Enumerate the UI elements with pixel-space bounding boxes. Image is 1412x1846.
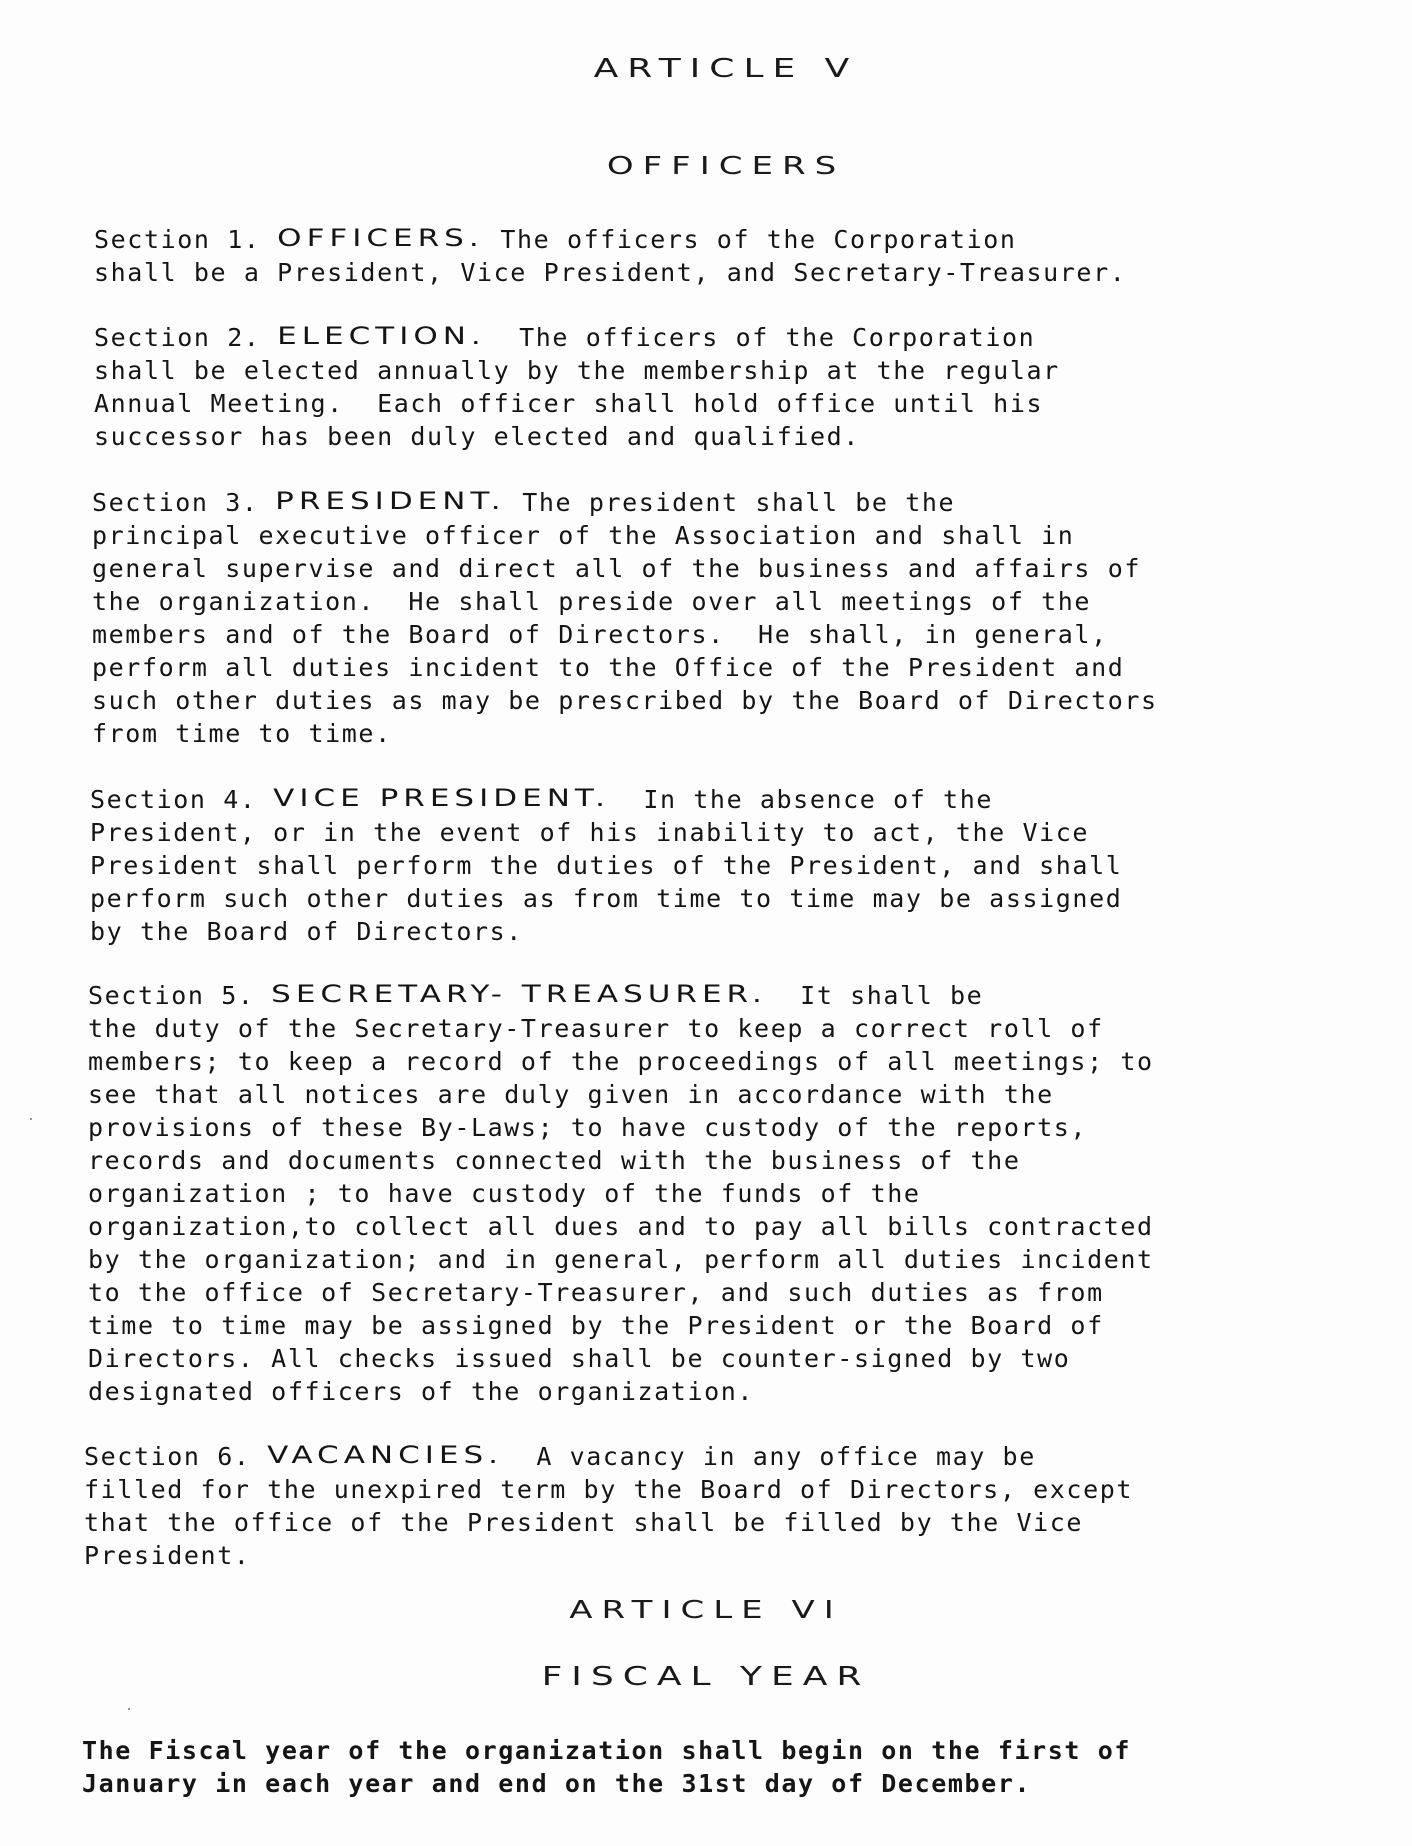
- section-5-line-9: by the organization; and in general, perform all duties incident: [88, 1245, 1154, 1274]
- section-3: [92, 485, 1158, 750]
- section-6-prefix: Section 6.: [84, 1442, 268, 1471]
- section-3-line-3: general supervise and direct all of the business and affairs of: [92, 554, 1142, 583]
- section-3-line-2: principal executive officer of the Association and shall in: [92, 521, 1075, 550]
- section-6-title: VACANCIES.: [267, 1441, 504, 1470]
- section-2-prefix: Section 2.: [94, 323, 278, 352]
- section-5-line-4: see that all notices are duly given in accordance with the: [88, 1080, 1054, 1109]
- section-3-line-8: from time to time.: [92, 719, 392, 748]
- section-6: [84, 1439, 1133, 1572]
- section-3-line-4: the organization. He shall preside over all meetings of the: [92, 587, 1092, 616]
- section-5-line-6: records and documents connected with the business of the: [88, 1146, 1021, 1175]
- section-5-line-10: to the office of Secretary-Treasurer, and such duties as from: [88, 1278, 1104, 1307]
- article-v-heading: ARTICLE V: [593, 53, 859, 84]
- section-3-line-1: The president shall be the: [505, 488, 956, 517]
- section-1-title: OFFICERS.: [277, 224, 484, 253]
- section-4: [90, 782, 1122, 948]
- article-vi-heading: ARTICLE VI: [569, 1595, 843, 1625]
- section-5-line-11: time to time may be assigned by the President or the Board of: [88, 1311, 1104, 1340]
- section-1-prefix: Section 1.: [94, 225, 278, 254]
- section-4-line-2: President, or in the event of his inability to act, the Vice: [90, 818, 1090, 847]
- officers-heading: OFFICERS: [606, 151, 846, 181]
- section-3-line-5: members and of the Board of Directors. He shall, in general,: [92, 620, 1108, 649]
- section-3-title: PRESIDENT.: [275, 487, 506, 516]
- section-4-line-5: by the Board of Directors.: [90, 917, 523, 946]
- section-6-line-3: that the office of the President shall be filled by the Vice: [84, 1508, 1084, 1537]
- section-4-title: VICE PRESIDENT.: [273, 784, 611, 813]
- section-5-line-5: provisions of these By-Laws; to have custody of the reports,: [88, 1113, 1088, 1142]
- section-2: [94, 320, 1060, 453]
- fiscal-year-heading: FISCAL YEAR: [541, 1661, 871, 1692]
- section-5-line-2: the duty of the Secretary-Treasurer to keep a correct roll of: [88, 1014, 1104, 1043]
- scan-speck: [128, 1708, 130, 1710]
- section-5-line-7: organization ; to have custody of the funds of the: [88, 1179, 921, 1208]
- section-2-line-1: The officers of the Corporation: [485, 323, 1036, 352]
- section-2-line-3: Annual Meeting. Each officer shall hold office until his: [94, 389, 1044, 418]
- section-4-line-1: In the absence of the: [610, 785, 993, 814]
- section-4-prefix: Section 4.: [90, 785, 274, 814]
- section-6-line-4: President.: [84, 1541, 251, 1570]
- section-5-title: SECRETARY- TREASURER.: [271, 980, 767, 1009]
- section-5-prefix: Section 5.: [88, 981, 272, 1010]
- section-1-line-1: The officers of the Corporation: [483, 225, 1017, 254]
- section-5-line-13: designated officers of the organization.: [88, 1377, 755, 1406]
- section-4-line-3: President shall perform the duties of the President, and shall: [90, 851, 1123, 880]
- section-5-line-3: members; to keep a record of the proceedings of all meetings; to: [88, 1047, 1154, 1076]
- section-2-line-4: successor has been duly elected and qualified.: [94, 422, 860, 451]
- section-6-line-1: A vacancy in any office may be: [503, 1442, 1036, 1471]
- fiscal-year-text: [82, 1734, 1131, 1800]
- section-5: [88, 978, 1154, 1408]
- section-3-line-7: such other duties as may be prescribed by the Board of Directors: [92, 686, 1158, 715]
- section-5-line-12: Directors. All checks issued shall be counter-signed by two: [88, 1344, 1071, 1373]
- section-3-line-6: perform all duties incident to the Office of the President and: [92, 653, 1125, 682]
- section-4-line-4: perform such other duties as from time to time may be assigned: [90, 884, 1123, 913]
- section-6-line-2: filled for the unexpired term by the Board of Directors, except: [84, 1475, 1134, 1504]
- section-5-line-1: It shall be: [766, 981, 984, 1010]
- section-1: [94, 222, 1126, 289]
- section-1-line-2: shall be a President, Vice President, and Secretary-Treasurer.: [94, 258, 1127, 287]
- section-2-title: ELECTION.: [277, 322, 486, 351]
- section-3-prefix: Section 3.: [92, 488, 276, 517]
- scan-speck: [30, 1118, 32, 1120]
- fiscal-line-1: The Fiscal year of the organization shall begin on the first of: [82, 1736, 1132, 1765]
- fiscal-line-2: January in each year and end on the 31st day of December.: [82, 1769, 1032, 1798]
- section-5-line-8: organization,to collect all dues and to pay all bills contracted: [88, 1212, 1154, 1241]
- section-2-line-2: shall be elected annually by the membership at the regular: [94, 356, 1060, 385]
